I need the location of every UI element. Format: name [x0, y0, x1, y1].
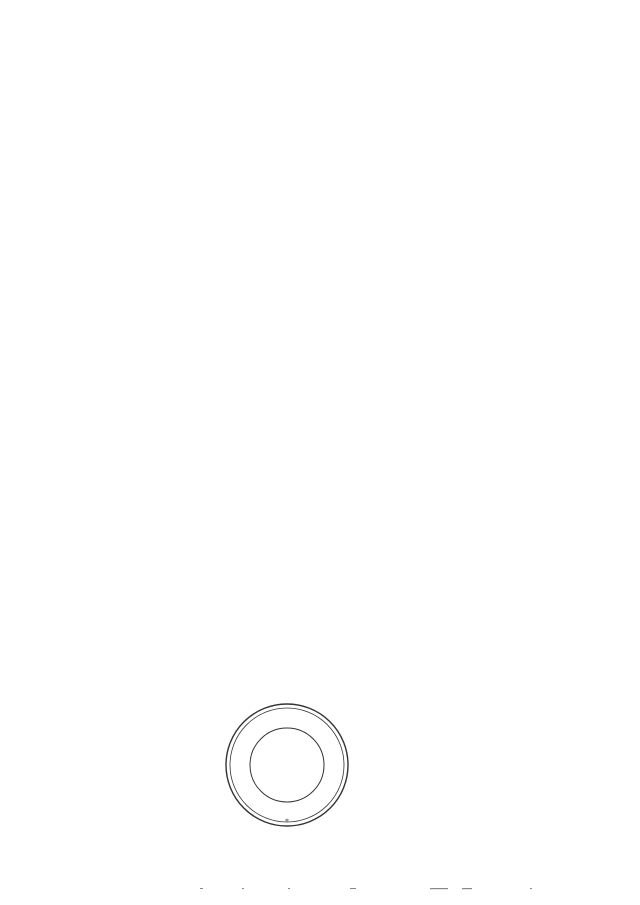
stamp-icon	[222, 700, 352, 830]
official-stamp	[222, 700, 352, 830]
svg-text:*: *	[285, 817, 289, 826]
signature-block	[0, 700, 640, 860]
scan-marks	[200, 886, 600, 892]
